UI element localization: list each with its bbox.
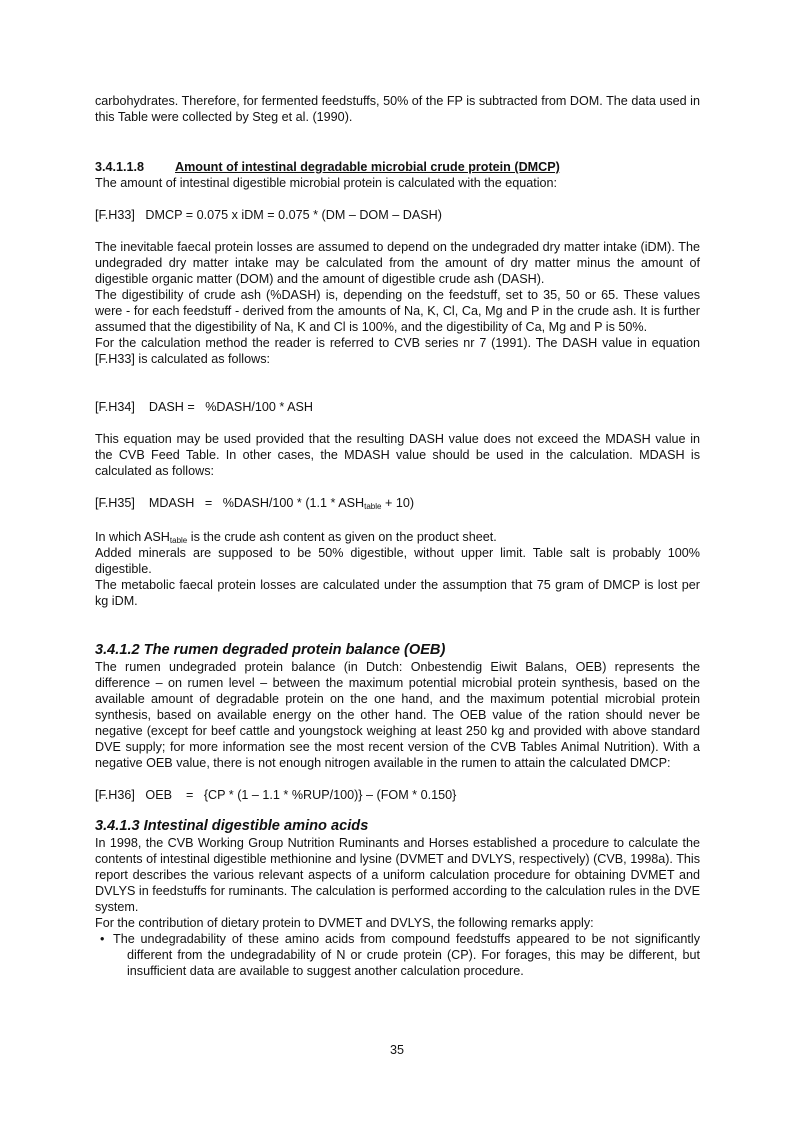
paragraph-text: The digestibility of crude ash (%DASH) is, depending on the feedstuff, set to 35, 50 or 65. These values were - for each feedstuff - derived from the amounts of Na, K, Cl, Ca, Mg and P in the crude ash. It is further assumed that the digestibility of Na, K and Cl is 100%, and the digestibility of Ca, Mg and P is 50%. <box>95 288 700 334</box>
list-item-text: The undegradability of these amino acids from compound feedstuffs appeared to be not significantly different from the undegradability of N or crude protein (CP). For forages, this may be different, but insufficient data are available to suggest another calculation procedure. <box>113 932 700 978</box>
section-heading-amino-acids: 3.4.1.3 Intestinal digestible amino acids <box>95 818 369 834</box>
paragraph-text: For the calculation method the reader is referred to CVB series nr 7 (1991). The DASH value in equation [F.H33] is calculated as follows: <box>95 336 700 366</box>
paragraph-text: The rumen undegraded protein balance (in Dutch: Onbestendig Eiwit Balans, OEB) represents the difference – on rumen level – between the maximum potential microbial protein synthesis, based on the available amount of degradable protein on the one hand, and the maximum potential microbial protein synthesis, based on available energy on the other hand. The OEB value of the ration should never be negative (except for beef cattle and youngstock weighing at least 250 kg and provided with above standard DVE supply; for more information see the most recent version of the CVB Tables Animal Nutrition). With a negative OEB value, there is not enough nitrogen available in the rumen to attain the calculated DMCP: <box>95 660 700 770</box>
text: In which ASH <box>95 530 170 544</box>
equation-fh34: [F.H34] DASH = %DASH/100 * ASH <box>95 400 314 414</box>
equation-text: [F.H35] MDASH = %DASH/100 * (1.1 * ASH <box>95 496 365 510</box>
page-number: 35 <box>389 1043 404 1057</box>
section-title: Amount of intestinal degradable microbial crude protein (DMCP) <box>175 160 560 174</box>
paragraph-text: carbohydrates. Therefore, for fermented feedstuffs, 50% of the FP is subtracted from DOM. The data used in this Table were collected by Steg et al. (1990). <box>95 94 700 124</box>
paragraph-text: This equation may be used provided that the resulting DASH value does not exceed the MDASH value in the CVB Feed Table. In other cases, the MDASH value should be used in the calculation. MDASH is calculated as follows: <box>95 432 700 478</box>
equation-text: + 10) <box>381 496 415 510</box>
equation-fh33: [F.H33] DMCP = 0.075 x iDM = 0.075 * (DM – DOM – DASH) <box>95 208 442 222</box>
equation-fh36: [F.H36] OEB = {CP * (1 – 1.1 * %RUP/100)} – (FOM * 0.150} <box>95 788 457 802</box>
text: is the crude ash content as given on the product sheet. <box>187 530 497 544</box>
paragraph-text: Added minerals are supposed to be 50% digestible, without upper limit. Table salt is probably 100% digestible. <box>95 546 700 576</box>
intro-paragraph <box>95 93 700 125</box>
oeb-body <box>95 659 700 771</box>
section-number: 3.4.1.1.8 <box>95 160 145 174</box>
equation-fh35 <box>95 495 700 511</box>
paragraph-text <box>95 529 700 545</box>
dmcp-intro <box>95 175 700 191</box>
dmcp-mdash-paragraph <box>95 431 700 479</box>
list-item <box>95 931 700 979</box>
amino-acids-body <box>95 835 700 979</box>
section-heading-oeb: 3.4.1.2 The rumen degraded protein balance (OEB) <box>95 642 446 658</box>
paragraph-text: The metabolic faecal protein losses are calculated under the assumption that 75 gram of DMCP is lost per kg iDM. <box>95 578 700 608</box>
paragraph-text: The amount of intestinal digestible microbial protein is calculated with the equation: <box>95 176 558 190</box>
paragraph-text: In 1998, the CVB Working Group Nutrition Ruminants and Horses established a procedure to calculate the contents of intestinal digestible methionine and lysine (DVMET and DVLYS, respectively) (CVB, 1998a). This report describes the various relevant aspects of a uniform calculation procedure for obtaining DVMET and DVLYS in feedstuffs for ruminants. The calculation is performed according to the calculation rules in the DVE system. <box>95 836 700 914</box>
dmcp-closing <box>95 529 700 609</box>
paragraph-text: For the contribution of dietary protein to DVMET and DVLYS, the following remarks apply: <box>95 916 594 930</box>
bullet-icon: • <box>100 932 105 946</box>
section-heading-dmcp <box>95 159 700 175</box>
paragraph-text: The inevitable faecal protein losses are assumed to depend on the undegraded dry matter intake (iDM). The undegraded dry matter intake may be calculated from the amount of dry matter minus the amount of digestible organic matter (DOM) and the amount of digestible crude ash (DASH). <box>95 240 700 286</box>
dmcp-body <box>95 239 700 367</box>
subscript: table <box>364 502 382 511</box>
remarks-list <box>95 931 700 979</box>
subscript: table <box>169 536 188 545</box>
